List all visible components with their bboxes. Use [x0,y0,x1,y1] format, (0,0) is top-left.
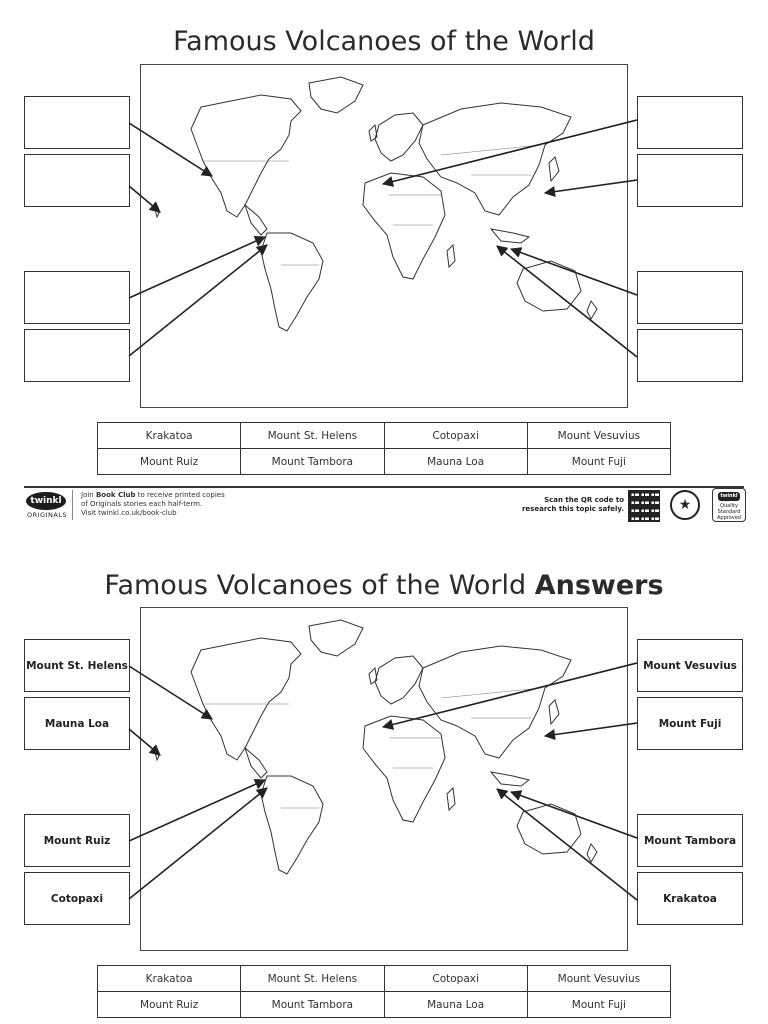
table-row [98,423,671,449]
answer-box-left-4: Cotopaxi [24,872,130,925]
answer-box-right-4: Krakatoa [637,872,743,925]
word-bank-cell: Cotopaxi [384,423,527,449]
word-bank-cell: Mount Tambora [241,449,384,475]
word-bank-cell: Mount St. Helens [241,966,384,992]
answer-box-right-2: Mount Fuji [637,697,743,750]
world-map [140,64,628,408]
table-row [98,966,671,992]
book-club-text: Join Book Club to receive printed copies of Originals stories each half-term. Visit twinkl.co.uk/book-club [81,491,225,517]
twinkl-logo: twinkl [26,492,66,510]
label-box-right-2[interactable] [637,154,743,207]
qr-code-icon[interactable] [628,490,660,522]
answer-box-left-1: Mount St. Helens [24,639,130,692]
word-bank-cell: Mount Ruiz [98,449,241,475]
answer-box-left-2: Mauna Loa [24,697,130,750]
scan-qr-text: Scan the QR code to research this topic safely. [521,496,624,513]
word-bank-cell: Mount Ruiz [98,992,241,1018]
word-bank-cell: Mount Vesuvius [527,966,670,992]
word-bank-table [97,422,671,475]
word-bank-cell: Krakatoa [98,966,241,992]
word-bank-cell: Krakatoa [98,423,241,449]
world-map-answers [140,607,628,951]
label-box-left-4[interactable] [24,329,130,382]
table-row [98,449,671,475]
word-bank-cell: Mount St. Helens [241,423,384,449]
word-bank-table-answers [97,965,671,1018]
answer-box-right-1: Mount Vesuvius [637,639,743,692]
footer [24,490,744,522]
word-bank-cell: Mount Vesuvius [527,423,670,449]
label-box-right-3[interactable] [637,271,743,324]
footer-divider [24,486,744,488]
table-row [98,992,671,1018]
book-club-link[interactable]: Visit twinkl.co.uk/book-club [81,509,177,517]
word-bank-cell: Mount Fuji [527,449,670,475]
originals-label: ORIGINALS [26,511,68,519]
world-map-outline [141,608,627,950]
word-bank-cell: Mount Tambora [241,992,384,1018]
word-bank-cell: Mount Fuji [527,992,670,1018]
label-box-right-4[interactable] [637,329,743,382]
answers-title: Famous Volcanoes of the World Answers [104,570,664,601]
answer-box-left-3: Mount Ruiz [24,814,130,867]
label-box-left-3[interactable] [24,271,130,324]
label-box-left-1[interactable] [24,96,130,149]
word-bank-cell: Mauna Loa [384,992,527,1018]
footer-separator [72,490,73,520]
quality-standard-badge: twinkl Quality Standard Approved [712,488,746,522]
world-map-outline [141,65,627,407]
label-box-right-1[interactable] [637,96,743,149]
word-bank-cell: Cotopaxi [384,966,527,992]
word-bank-cell: Mauna Loa [384,449,527,475]
label-box-left-2[interactable] [24,154,130,207]
answer-box-right-3: Mount Tambora [637,814,743,867]
worksheet-title: Famous Volcanoes of the World [173,26,595,57]
star-icon: ★ [670,490,700,520]
